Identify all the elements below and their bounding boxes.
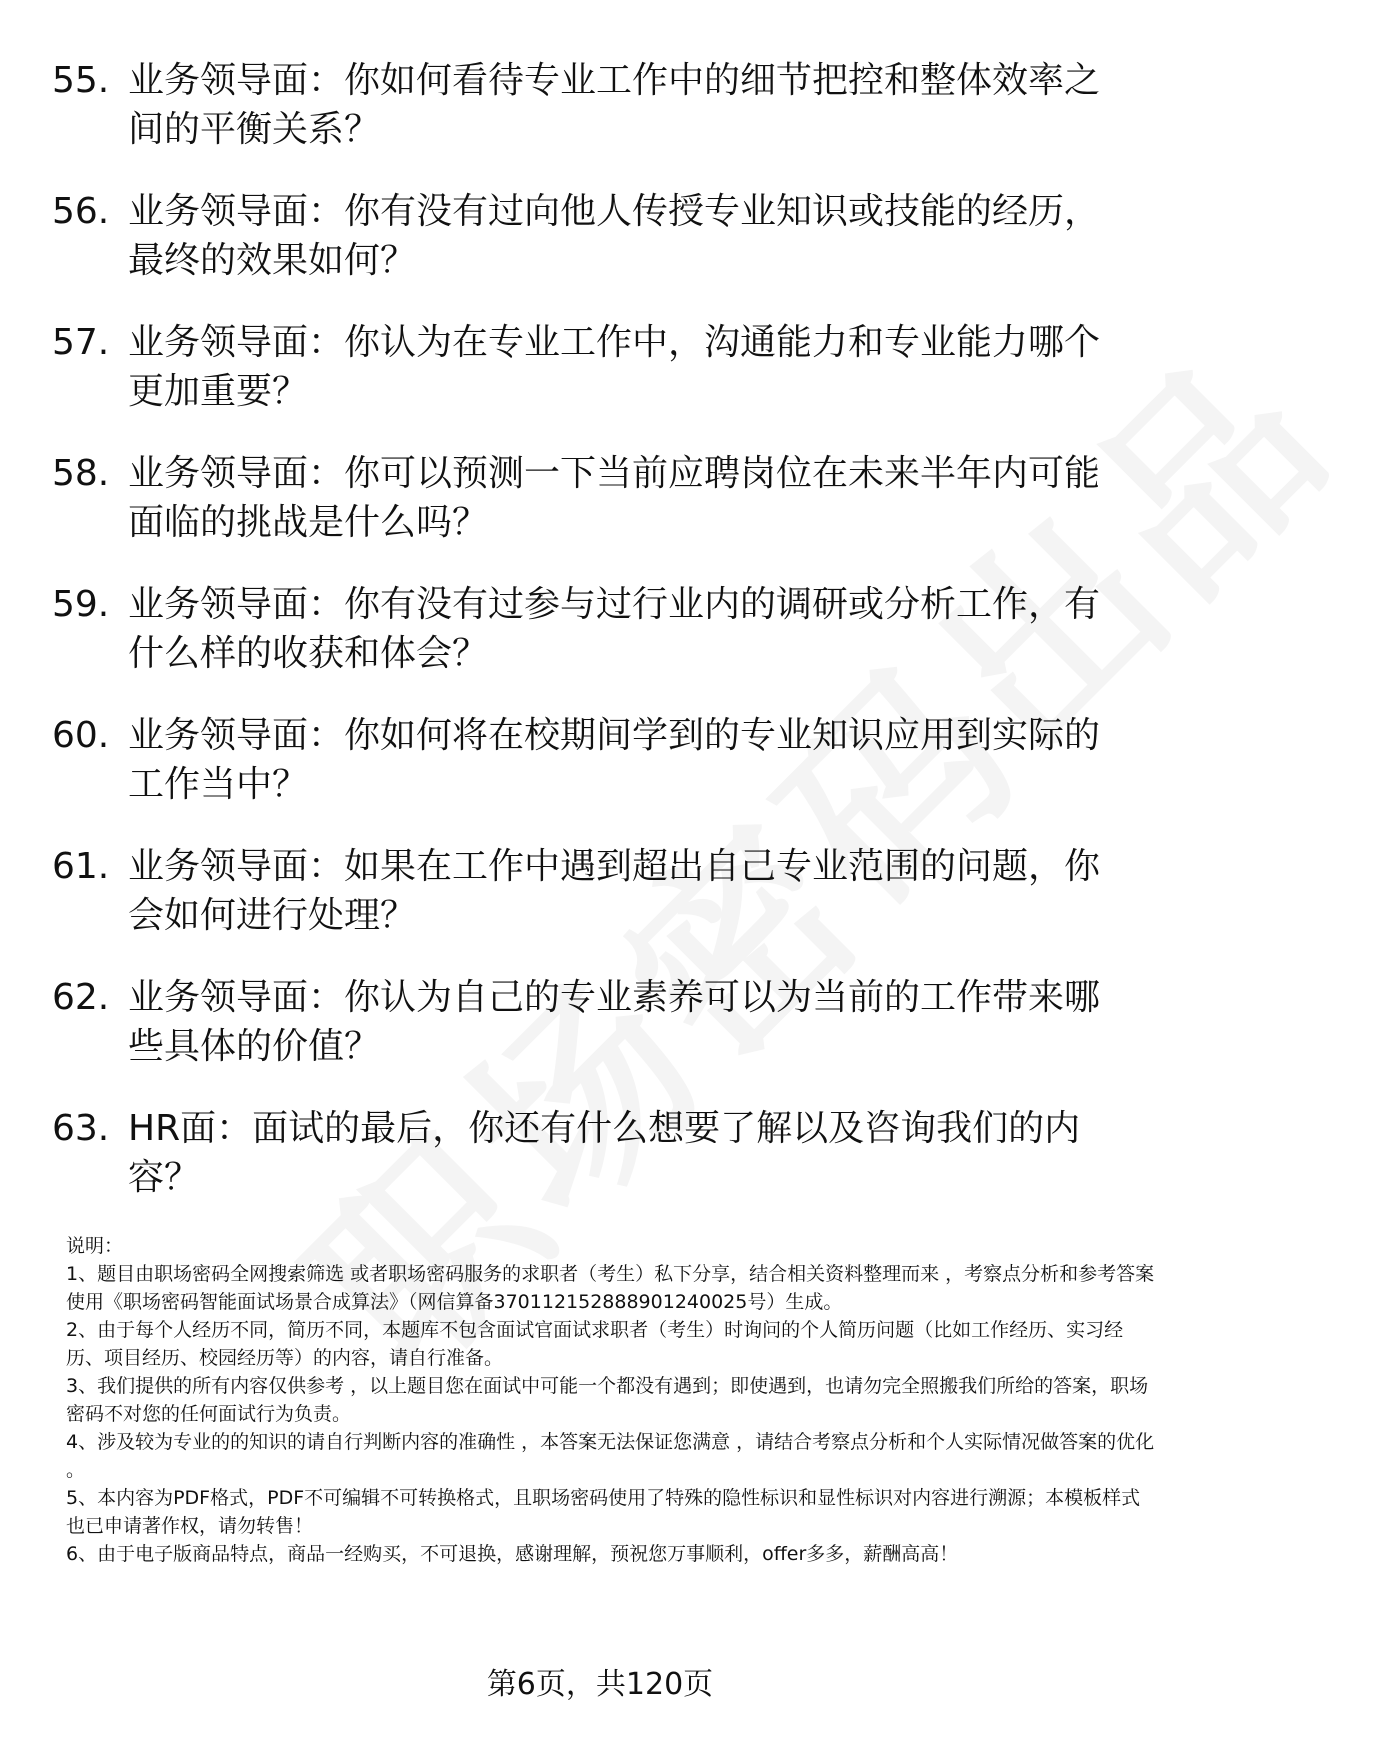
question-text: 业务领导面：你如何将在校期间学到的专业知识应用到实际的工作当中？	[128, 715, 1101, 805]
question-text: HR面：面试的最后，你还有什么想要了解以及咨询我们的内容？	[128, 1108, 1081, 1198]
question-number: 60.	[52, 715, 110, 756]
note-item: 6、由于电子版商品特点，商品一经购买，不可退换，感谢理解，预祝您万事顺利，offer多多，薪酬高高！	[66, 1543, 959, 1565]
note-item: 4、涉及较为专业的的知识的请自行判断内容的准确性 ，本答案无法保证您满意 ，请结合考察点分析和个人实际情况做答案的优化 。	[66, 1431, 1155, 1481]
question-item	[52, 56, 1152, 154]
note-item: 1、题目由职场密码全网搜索筛选 或者职场密码服务的求职者（考生）私下分享，结合相关资料整理而来 ，考察点分析和参考答案使用《职场密码智能面试场景合成算法》（网信算备370112152888901240025号）生成。	[66, 1263, 1155, 1313]
question-item	[52, 449, 1152, 547]
question-item	[52, 580, 1152, 678]
page-number: 第6页，共120页	[486, 1667, 714, 1702]
notes-heading: 说明：	[66, 1235, 124, 1257]
question-text: 业务领导面：你可以预测一下当前应聘岗位在未来半年内可能面临的挑战是什么吗？	[128, 453, 1101, 543]
question-item	[52, 187, 1152, 285]
note-item: 5、本内容为PDF格式，PDF不可编辑不可转换格式，且职场密码使用了特殊的隐性标识和显性标识对内容进行溯源；本模板样式也已申请著作权，请勿转售！	[66, 1487, 1141, 1537]
question-item	[52, 1104, 1152, 1198]
question-item	[52, 973, 1152, 1071]
question-number: 56.	[52, 191, 110, 232]
question-number: 57.	[52, 322, 110, 363]
question-text: 业务领导面：你有没有过向他人传授专业知识或技能的经历，最终的效果如何？	[128, 191, 1101, 281]
note-item: 3、我们提供的所有内容仅供参考 ，以上题目您在面试中可能一个都没有遇到；即使遇到，也请勿完全照搬我们所给的答案，职场密码不对您的任何面试行为负责。	[66, 1375, 1149, 1425]
question-text: 业务领导面：你有没有过参与过行业内的调研或分析工作，有什么样的收获和体会？	[128, 584, 1101, 674]
question-number: 59.	[52, 584, 110, 625]
question-number: 61.	[52, 846, 110, 887]
question-item	[52, 711, 1152, 809]
question-text: 业务领导面：你如何看待专业工作中的细节把控和整体效率之间的平衡关系？	[128, 60, 1101, 150]
question-item	[52, 318, 1152, 416]
question-list	[52, 56, 1152, 1198]
question-number: 55.	[52, 60, 110, 101]
question-number: 63.	[52, 1108, 110, 1149]
question-text: 业务领导面：你认为自己的专业素养可以为当前的工作带来哪些具体的价值？	[128, 977, 1101, 1067]
question-text: 业务领导面：如果在工作中遇到超出自己专业范围的问题，你会如何进行处理？	[128, 846, 1101, 936]
notes-section	[66, 1232, 1156, 1568]
question-item	[52, 842, 1152, 940]
question-text: 业务领导面：你认为在专业工作中，沟通能力和专业能力哪个更加重要？	[128, 322, 1101, 412]
note-item: 2、由于每个人经历不同，简历不同，本题库不包含面试官面试求职者（考生）时询问的个人简历问题（比如工作经历、实习经历、项目经历、校园经历等）的内容，请自行准备。	[66, 1319, 1124, 1369]
question-number: 58.	[52, 453, 110, 494]
question-number: 62.	[52, 977, 110, 1018]
